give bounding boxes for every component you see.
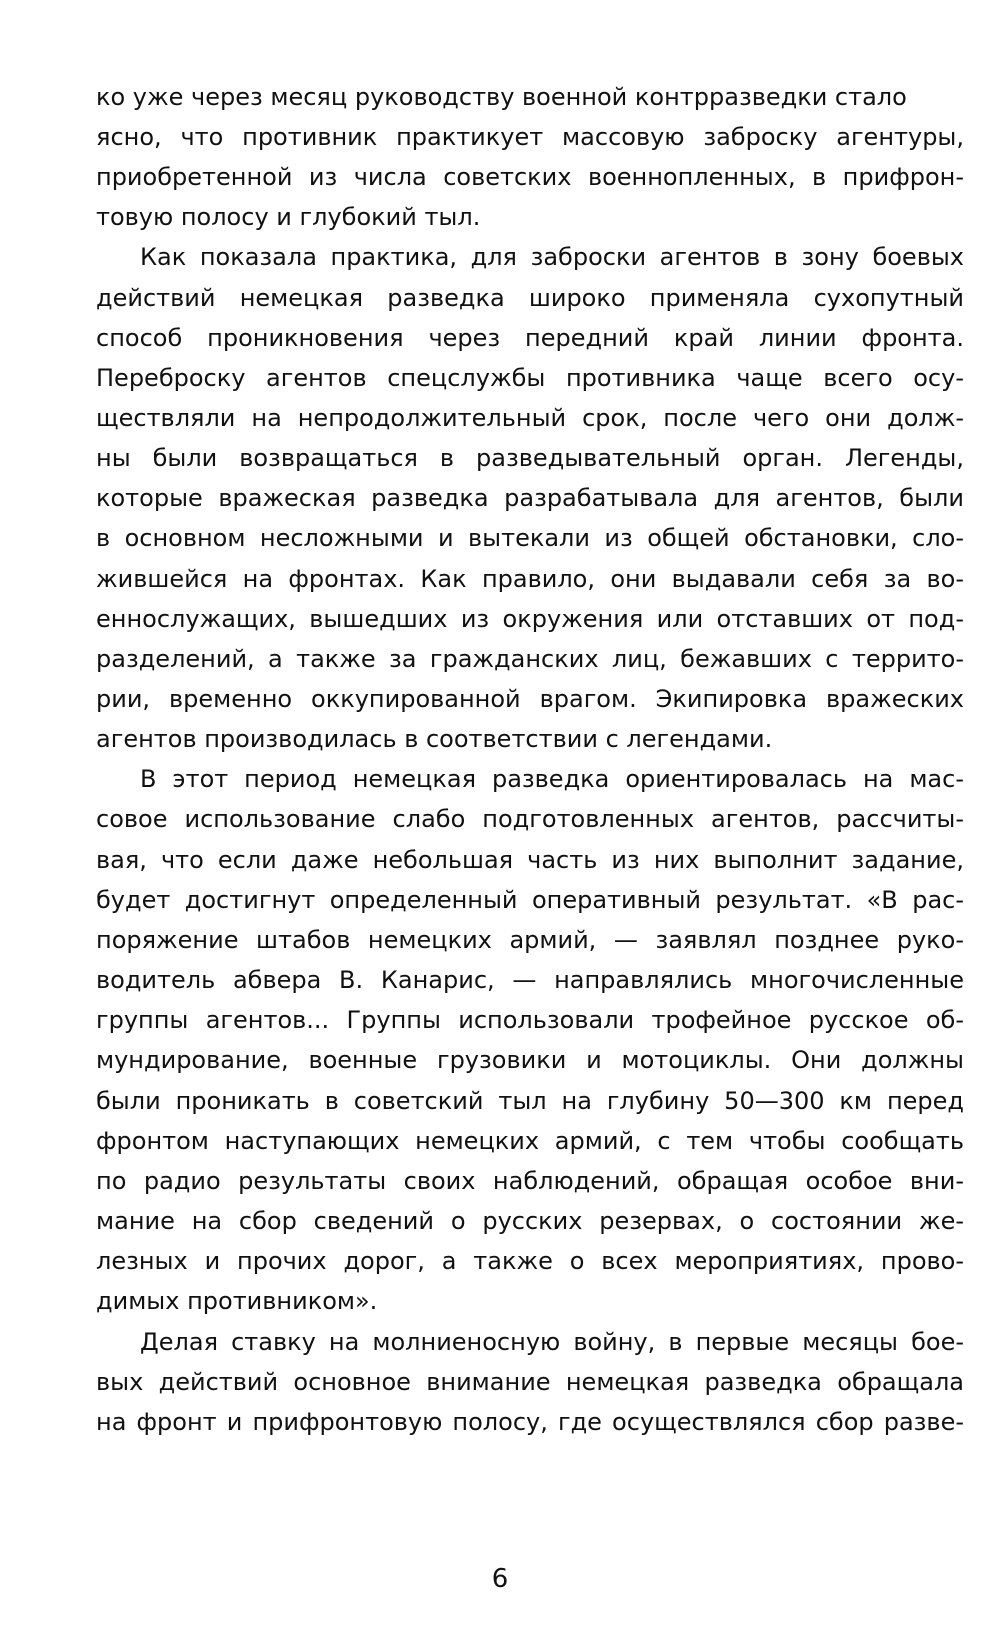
text-line: димых противником». (96, 1287, 378, 1315)
text-line: еннослужащих, вышедших из окружения или отставших от под- (96, 605, 964, 633)
text-line: рии, временно оккупированной врагом. Экипировка вражеских (96, 685, 964, 713)
page-number: 6 (491, 1564, 509, 1594)
text-line: вая, что если даже небольшая часть из них выполнит задание, (96, 846, 964, 874)
text-line: В этот период немецкая разведка ориентировалась на мас- (140, 765, 964, 793)
text-line: водитель абвера В. Канарис, — направлялись многочисленные (96, 966, 964, 994)
text-line: фронтом наступающих немецких армий, с тем чтобы сообщать (96, 1127, 964, 1155)
text-line: вых действий основное внимание немецкая разведка обращала (96, 1368, 964, 1396)
text-line: которые вражеская разведка разрабатывала для агентов, были (96, 484, 964, 512)
text-line: товую полосу и глубокий тыл. (96, 203, 481, 231)
text-line: ко уже через месяц руководству военной контрразведки стало (96, 83, 907, 111)
text-line: агентов производилась в соответствии с легендами. (96, 725, 773, 753)
text-line: в основном несложными и вытекали из общей обстановки, сло- (96, 524, 964, 552)
text-line: разделений, а также за гражданских лиц, бежавших с террито- (96, 645, 964, 673)
text-line: были проникать в советский тыл на глубину 50—300 км перед (96, 1087, 964, 1115)
text-line: приобретенной из числа советских военнопленных, в прифрон- (96, 163, 964, 191)
text-line: ясно, что противник практикует массовую заброску агентуры, (96, 123, 964, 151)
text-line: на фронт и прифронтовую полосу, где осуществлялся сбор разве- (96, 1408, 964, 1436)
text-line: ны были возвращаться в разведывательный орган. Легенды, (96, 444, 964, 472)
text-line: мание на сбор сведений о русских резервах, о состоянии же- (96, 1207, 964, 1235)
text-line: Как показала практика, для заброски агентов в зону боевых (140, 243, 964, 271)
text-line: мундирование, военные грузовики и мотоциклы. Они должны (96, 1046, 964, 1074)
text-line: действий немецкая разведка широко применяла сухопутный (96, 284, 964, 312)
text-line: поряжение штабов немецких армий, — заявлял позднее руко- (96, 926, 964, 954)
text-line: группы агентов... Группы использовали трофейное русское об- (96, 1006, 964, 1034)
text-line: совое использование слабо подготовленных агентов, рассчиты- (96, 805, 964, 833)
text-line: Переброску агентов спецслужбы противника чаще всего осу- (96, 364, 964, 392)
text-line: ществляли на непродолжительный срок, после чего они долж- (96, 404, 964, 432)
text-line: Делая ставку на молниеносную войну, в первые месяцы бое- (140, 1328, 964, 1356)
text-line: способ проникновения через передний край линии фронта. (96, 324, 964, 352)
text-line: лезных и прочих дорог, а также о всех мероприятиях, прово- (96, 1247, 964, 1275)
text-line: по радио результаты своих наблюдений, обращая особое вни- (96, 1167, 964, 1195)
text-line: жившейся на фронтах. Как правило, они выдавали себя за во- (96, 565, 964, 593)
text-line: будет достигнут определенный оперативный результат. «В рас- (96, 886, 964, 914)
